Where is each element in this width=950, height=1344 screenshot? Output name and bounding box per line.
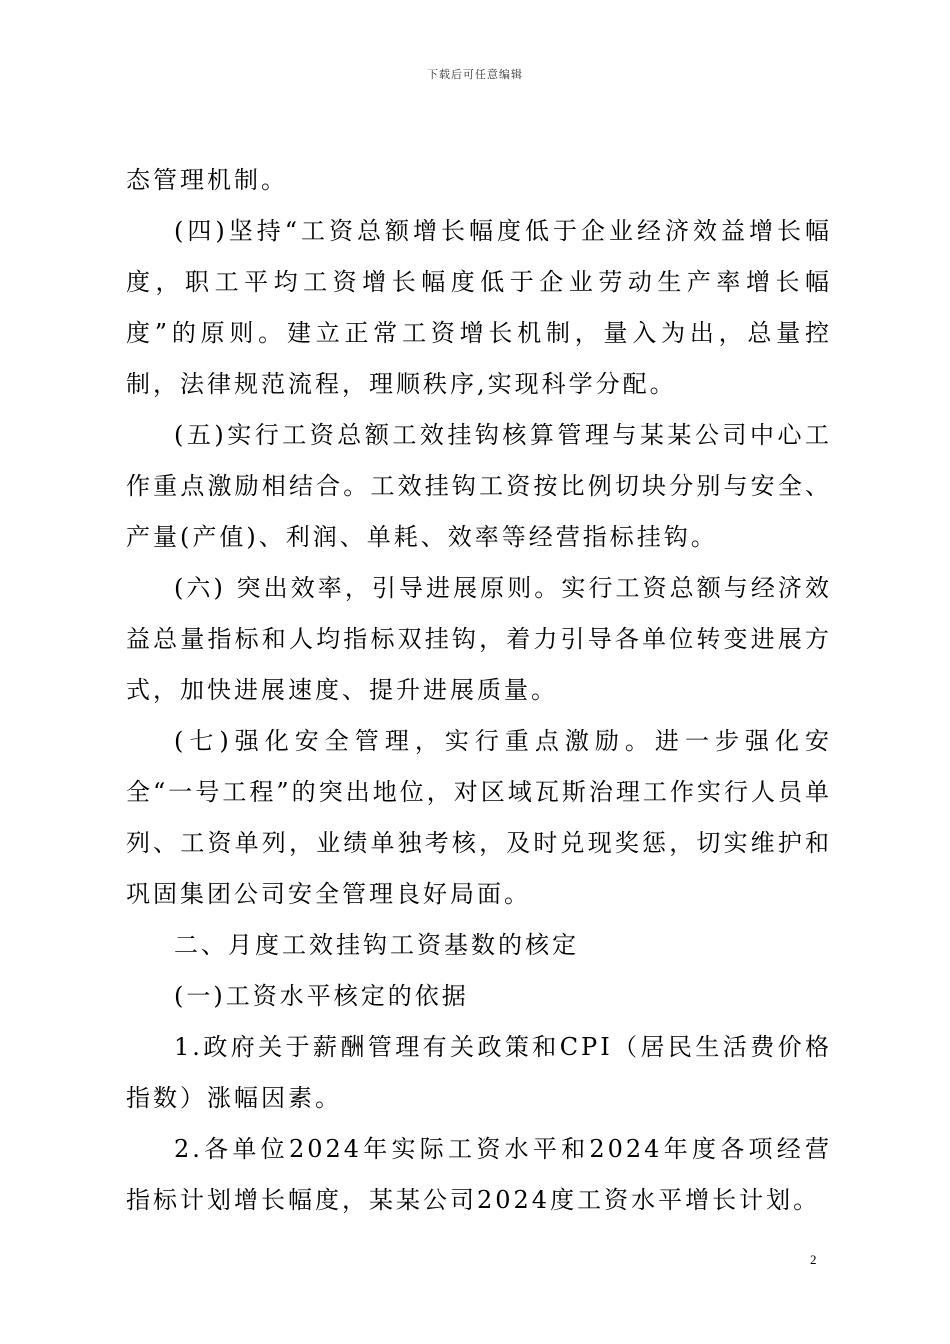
page-number: 2 [810,1252,817,1267]
document-body [126,155,832,1226]
page-header: 下载后可任意编辑 [427,68,523,81]
paragraph-3: (五)实行工资总额工效挂钩核算管理与某某公司中心工作重点激励相结合。工效挂钩工资按比例切块分别与安全、产量(产值)、利润、单耗、效率等经营指标挂钩。 [126,421,832,551]
paragraph-4: (六) 突出效率，引导进展原则。实行工资总额与经济效益总量指标和人均指标双挂钩，着力引导各单位转变进展方式，加快进展速度、提升进展质量。 [126,574,832,704]
paragraph-5: (七)强化安全管理，实行重点激励。进一步强化安全“一号工程”的突出地位，对区域瓦斯治理工作实行人员单列、工资单列，业绩单独考核，及时兑现奖惩，切实维护和巩固集团公司安全管理良好局面。 [126,727,832,908]
list-item-2: 2.各单位2024年实际工资水平和2024年度各项经营指标计划增长幅度，某某公司2024度工资水平增长计划。 [126,1135,832,1214]
paragraph-2: (四)坚持“工资总额增长幅度低于企业经济效益增长幅度，职工平均工资增长幅度低于企业劳动生产率增长幅度”的原则。建立正常工资增长机制，量入为出，总量控制，法律规范流程，理顺秩序,实现科学分配。 [126,217,832,398]
subsection-heading: (一)工资水平核定的依据 [174,982,469,1010]
list-item-1: 1.政府关于薪酬管理有关政策和CPI（居民生活费价格指数）涨幅因素。 [126,1033,832,1112]
section-heading: 二、月度工效挂钩工资基数的核定 [174,931,579,959]
paragraph-1: 态管理机制。 [126,166,288,194]
